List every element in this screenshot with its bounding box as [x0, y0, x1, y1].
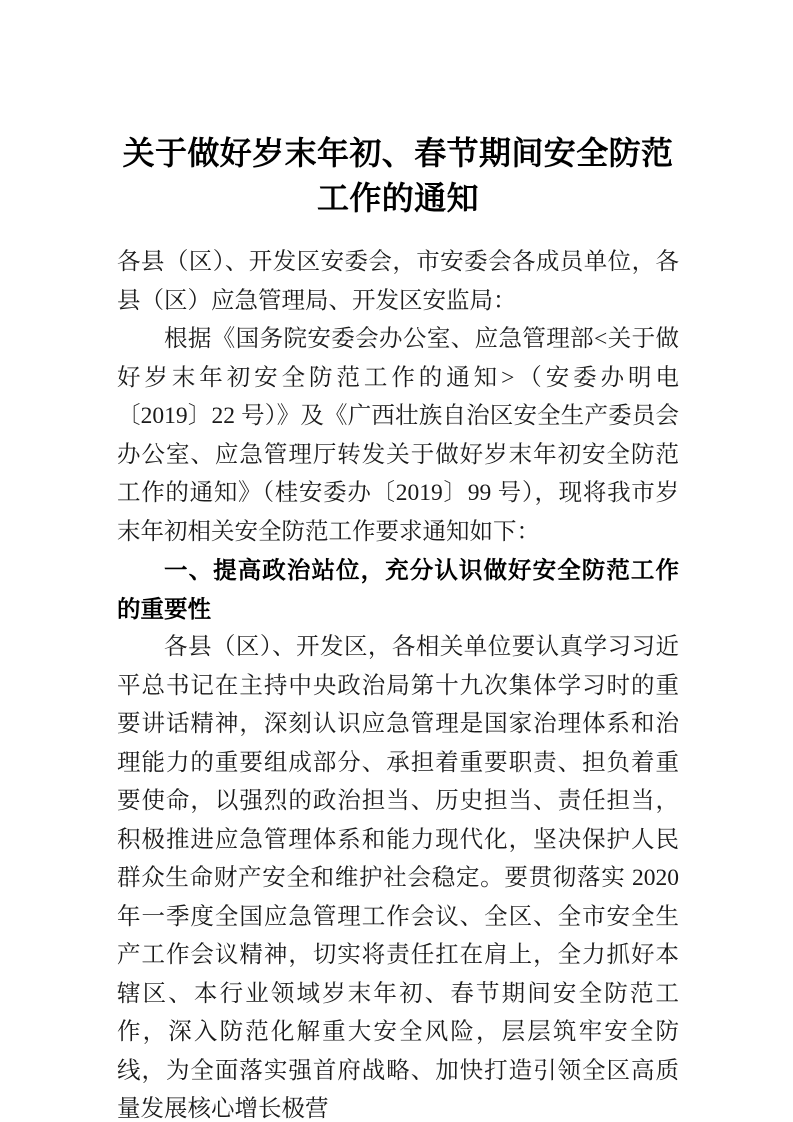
page-title: 关于做好岁末年初、春节期间安全防范工作的通知	[122, 135, 674, 216]
document-content	[117, 131, 685, 1122]
salutation-paragraph: 各县（区）、开发区安委会，市安委会各成员单位，各县（区）应急管理局、开发区安监局：	[117, 249, 679, 314]
section-one-heading: 一、提高政治站位，充分认识做好安全防范工作的重要性	[117, 557, 679, 622]
intro-paragraph: 根据《国务院安委会办公室、应急管理部<关于做好岁末年初安全防范工作的通知>（安委办明电〔2019〕22 号）》及《广西壮族自治区安全生产委员会办公室、应急管理厅转发关于做好岁末年初安全防范工作的通知》（桂安委办〔2019〕99 号），现将我市岁末年初相关安全防范工作要求通知如下：	[117, 326, 679, 545]
section-one-paragraph: 各县（区）、开发区，各相关单位要认真学习习近平总书记在主持中央政治局第十九次集体学习时的重要讲话精神，深刻认识应急管理是国家治理体系和治理能力的重要组成部分、承担着重要职责、担负着重要使命，以强烈的政治担当、历史担当、责任担当，积极推进应急管理体系和能力现代化，坚决保护人民群众生命财产安全和维护社会稳定。要贯彻落实 2020 年一季度全国应急管理工作会议、全区、全市安全生产工作会议精神，切实将责任扛在肩上，全力抓好本辖区、本行业领域岁末年初、春节期间安全防范工作，深入防范化解重大安全风险，层层筑牢安全防线，为全面落实强首府战略、加快打造引领全区高质量发展核心增长极营	[117, 634, 685, 1122]
